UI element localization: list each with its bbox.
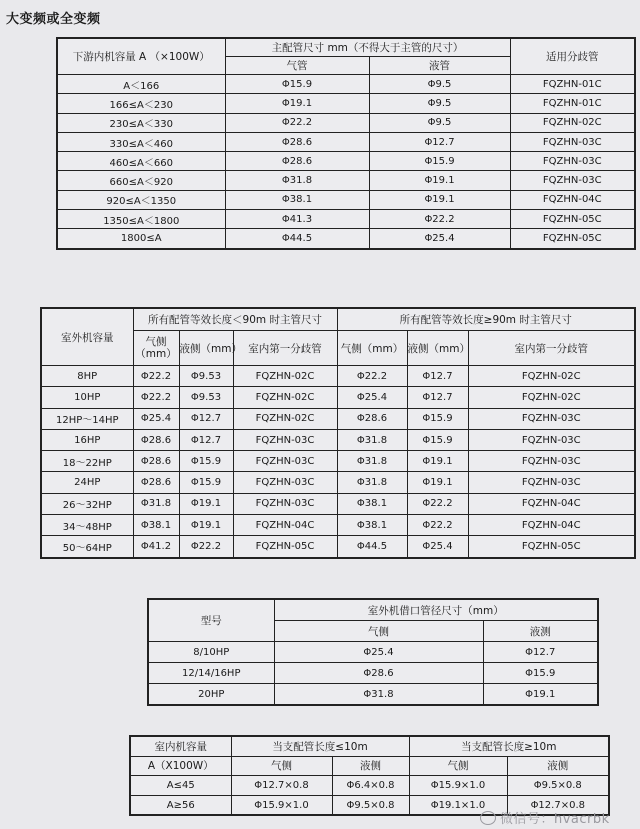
table-cell: 20HP [148, 684, 274, 706]
table-cell: Φ9.5 [369, 113, 510, 132]
header-capacity: 下游内机容量 A （×100W） [57, 38, 225, 75]
header-gas: 气侧（mm） [337, 331, 407, 366]
header-indoor-unit: A（X100W） [130, 756, 231, 776]
table-cell: Φ12.7×0.8 [507, 795, 609, 815]
table-cell: Φ9.5 [369, 94, 510, 113]
table-cell: Φ12.7 [407, 387, 468, 408]
table-cell: FQZHN-01C [510, 75, 635, 94]
table-cell: Φ12.7 [407, 366, 468, 387]
header-gas: 气侧 [274, 621, 483, 642]
table-cell: Φ15.9 [225, 75, 369, 94]
table-cell: Φ12.7×0.8 [231, 776, 332, 796]
table-cell: Φ38.1 [133, 515, 179, 536]
table-cell: 1350≤A＜1800 [57, 210, 225, 229]
table-cell: Φ25.4 [133, 408, 179, 429]
header-model: 型号 [148, 599, 274, 642]
table-cell: Φ19.1 [225, 94, 369, 113]
table-cell: Φ19.1 [369, 171, 510, 190]
table-row [148, 642, 598, 663]
table-cell: A≤45 [130, 776, 231, 796]
table-cell: 330≤A＜460 [57, 132, 225, 151]
table-row [148, 684, 598, 706]
table-cell: Φ9.5×0.8 [507, 776, 609, 796]
table-cell: Φ25.4 [274, 642, 483, 663]
table-cell: Φ22.2 [407, 493, 468, 514]
table-cell: Φ19.1 [407, 451, 468, 472]
header-connection-size: 室外机借口管径尺寸（mm） [274, 599, 598, 621]
table-cell: Φ31.8 [337, 429, 407, 450]
table-cell: FQZHN-03C [233, 451, 337, 472]
table-cell: FQZHN-02C [510, 113, 635, 132]
table-cell: 230≤A＜330 [57, 113, 225, 132]
table-cell: 26～32HP [41, 493, 133, 514]
header-gas: 气侧 [409, 756, 507, 776]
table-cell: Φ22.2 [133, 366, 179, 387]
table-cell: FQZHN-03C [233, 472, 337, 493]
table-cell: Φ12.7 [483, 642, 598, 663]
table-cell: Φ31.8 [337, 472, 407, 493]
table-row [57, 190, 635, 209]
table-cell: FQZHN-03C [233, 429, 337, 450]
table-cell: 50～64HP [41, 536, 133, 558]
table-cell: Φ12.7 [179, 429, 233, 450]
table-cell: Φ15.9 [369, 152, 510, 171]
header-main-pipe: 主配管尺寸 mm（不得大于主管的尺寸） [225, 38, 510, 57]
table-cell: Φ28.6 [337, 408, 407, 429]
table-cell: FQZHN-03C [510, 171, 635, 190]
page-heading: 大变频或全变频 [6, 12, 101, 27]
header-liquid: 液侧 [507, 756, 609, 776]
table-cell: FQZHN-02C [233, 366, 337, 387]
table-row [130, 776, 609, 796]
table-cell: Φ28.6 [274, 663, 483, 684]
table-cell: Φ22.2 [133, 387, 179, 408]
table2-body [41, 366, 635, 558]
table-cell: Φ19.1×1.0 [409, 795, 507, 815]
table-row [41, 472, 635, 493]
table-cell: FQZHN-04C [468, 493, 635, 514]
table-cell: FQZHN-03C [468, 472, 635, 493]
table-cell: Φ9.53 [179, 366, 233, 387]
table-cell: 10HP [41, 387, 133, 408]
header-branch: 室内第一分歧管 [468, 331, 635, 366]
table-cell: Φ15.9 [483, 663, 598, 684]
table-cell: FQZHN-02C [233, 408, 337, 429]
table-cell: Φ28.6 [133, 472, 179, 493]
table-cell: 12HP～14HP [41, 408, 133, 429]
table3-body [148, 642, 598, 706]
table-cell: Φ31.8 [274, 684, 483, 706]
table-cell: 18～22HP [41, 451, 133, 472]
table1-body [57, 75, 635, 249]
table-row [148, 663, 598, 684]
watermark-text: 微信号：hvacrbk [500, 812, 610, 827]
table-cell: FQZHN-04C [510, 190, 635, 209]
table-cell: FQZHN-02C [468, 387, 635, 408]
table-cell: FQZHN-05C [233, 536, 337, 558]
header-outdoor-capacity: 室外机容量 [41, 308, 133, 366]
table-cell: Φ38.1 [225, 190, 369, 209]
header-gas: 气管 [225, 57, 369, 75]
header-liquid: 液侧（mm） [407, 331, 468, 366]
header-group-ge10: 当支配管长度≥10m [409, 736, 609, 756]
indoor-branch-pipe-table [129, 735, 610, 816]
table-cell: FQZHN-04C [468, 515, 635, 536]
header-branch: 室内第一分歧管 [233, 331, 337, 366]
table-row [57, 94, 635, 113]
table-cell: 24HP [41, 472, 133, 493]
table-cell: 660≤A＜920 [57, 171, 225, 190]
table-cell: 920≤A＜1350 [57, 190, 225, 209]
table-cell: Φ19.1 [179, 493, 233, 514]
table-cell: 8HP [41, 366, 133, 387]
table-row [57, 113, 635, 132]
table-cell: Φ22.2 [179, 536, 233, 558]
header-liquid: 液测 [483, 621, 598, 642]
table-cell: 12/14/16HP [148, 663, 274, 684]
table-cell: Φ41.2 [133, 536, 179, 558]
table-cell: Φ22.2 [337, 366, 407, 387]
table-cell: Φ19.1 [407, 472, 468, 493]
table-cell: Φ6.4×0.8 [332, 776, 409, 796]
table-cell: Φ44.5 [225, 229, 369, 249]
table-cell: A≥56 [130, 795, 231, 815]
table-cell: 1800≤A [57, 229, 225, 249]
table-cell: FQZHN-03C [233, 493, 337, 514]
table-cell: Φ38.1 [337, 493, 407, 514]
table-cell: Φ15.9×1.0 [409, 776, 507, 796]
table-row [41, 493, 635, 514]
table-cell: Φ19.1 [483, 684, 598, 706]
branch-pipe-table [56, 37, 636, 250]
table-cell: Φ12.7 [369, 132, 510, 151]
header-indoor-capacity: 室内机容量 [130, 736, 231, 756]
table-row [57, 152, 635, 171]
table-cell: Φ41.3 [225, 210, 369, 229]
table-cell: FQZHN-02C [468, 366, 635, 387]
table-cell: Φ15.9 [179, 451, 233, 472]
table-cell: Φ28.6 [225, 132, 369, 151]
table-cell: 34～48HP [41, 515, 133, 536]
table-row [57, 132, 635, 151]
table-cell: FQZHN-03C [510, 152, 635, 171]
table-cell: Φ28.6 [225, 152, 369, 171]
table-row [57, 210, 635, 229]
table-cell: Φ22.2 [225, 113, 369, 132]
table-row [41, 536, 635, 558]
table-cell: FQZHN-01C [510, 94, 635, 113]
table-cell: Φ25.4 [407, 536, 468, 558]
table-cell: Φ31.8 [337, 451, 407, 472]
table-cell: Φ31.8 [133, 493, 179, 514]
table-cell: Φ19.1 [369, 190, 510, 209]
header-group-lt90: 所有配管等效长度＜90m 时主管尺寸 [133, 308, 337, 331]
table-row [57, 171, 635, 190]
table-cell: 16HP [41, 429, 133, 450]
table-cell: Φ19.1 [179, 515, 233, 536]
table-row [57, 229, 635, 249]
table-cell: FQZHN-05C [468, 536, 635, 558]
table-cell: FQZHN-05C [510, 229, 635, 249]
table-cell: FQZHN-05C [510, 210, 635, 229]
table-cell: Φ9.5 [369, 75, 510, 94]
table-cell: FQZHN-02C [233, 387, 337, 408]
table-cell: FQZHN-04C [233, 515, 337, 536]
table-cell: Φ15.9 [179, 472, 233, 493]
header-liquid: 液侧（mm） [179, 331, 233, 366]
table-cell: 460≤A＜660 [57, 152, 225, 171]
watermark [480, 808, 610, 827]
table-row [41, 408, 635, 429]
table-cell: Φ22.2 [407, 515, 468, 536]
table-cell: 8/10HP [148, 642, 274, 663]
table-cell: Φ38.1 [337, 515, 407, 536]
table-cell: Φ9.53 [179, 387, 233, 408]
header-branch: 适用分歧管 [510, 38, 635, 75]
header-gas: 气侧 [231, 756, 332, 776]
table-cell: FQZHN-03C [468, 429, 635, 450]
table-cell: Φ25.4 [369, 229, 510, 249]
table-cell: Φ12.7 [179, 408, 233, 429]
table-row [41, 515, 635, 536]
table-cell: Φ22.2 [369, 210, 510, 229]
table-row [41, 429, 635, 450]
wechat-icon [480, 811, 496, 825]
table-cell: Φ28.6 [133, 429, 179, 450]
table-cell: Φ44.5 [337, 536, 407, 558]
header-gas: 气侧（mm） [133, 331, 179, 366]
table-cell: Φ9.5×0.8 [332, 795, 409, 815]
table-cell: Φ15.9 [407, 408, 468, 429]
table-row [41, 451, 635, 472]
table-cell: Φ25.4 [337, 387, 407, 408]
table-row [57, 75, 635, 94]
table-cell: Φ31.8 [225, 171, 369, 190]
outdoor-connection-table [147, 598, 599, 706]
table-cell: Φ15.9 [407, 429, 468, 450]
table-cell: A＜166 [57, 75, 225, 94]
table-cell: Φ28.6 [133, 451, 179, 472]
header-group-ge90: 所有配管等效长度≥90m 时主管尺寸 [337, 308, 635, 331]
table-cell: FQZHN-03C [510, 132, 635, 151]
table-cell: FQZHN-03C [468, 408, 635, 429]
header-liquid: 液侧 [332, 756, 409, 776]
outdoor-main-pipe-table [40, 307, 636, 559]
table-cell: Φ15.9×1.0 [231, 795, 332, 815]
table-cell: FQZHN-03C [468, 451, 635, 472]
table-row [41, 387, 635, 408]
header-liquid: 液管 [369, 57, 510, 75]
header-group-le10: 当支配管长度≤10m [231, 736, 409, 756]
table-cell: 166≤A＜230 [57, 94, 225, 113]
table-row [41, 366, 635, 387]
